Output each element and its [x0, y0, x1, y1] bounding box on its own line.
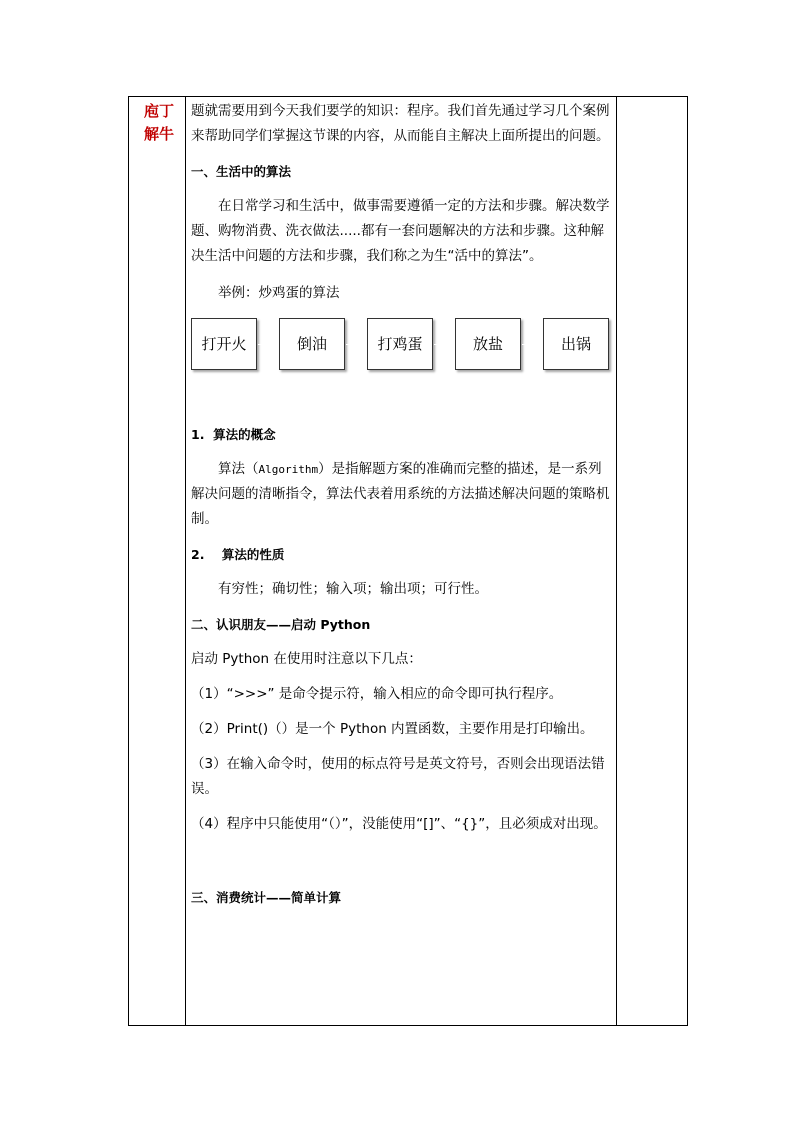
section2-heading: 二、认识朋友——启动 Python	[191, 617, 371, 632]
step-connector	[522, 344, 543, 345]
note-4: （4）程序中只能使用“（）”，没能使用“[]”、“{}”，且必须成对出现。	[191, 816, 607, 832]
section-label	[139, 100, 179, 146]
step-box-add-salt	[455, 318, 521, 370]
concept-paragraph	[191, 457, 611, 532]
step-connector	[434, 344, 455, 345]
nature-paragraph: 有穷性；确切性；输入项；输出项；可行性。	[218, 581, 488, 597]
note-1: （1）“>>>” 是命令提示符，输入相应的命令即可执行程序。	[191, 686, 563, 702]
section3-heading: 三、消费统计——简单计算	[191, 890, 342, 905]
note-3: （3）在输入命令时，使用的标点符号是英文符号，否则会出现语法错误。	[191, 756, 605, 797]
step-label: 倒油	[296, 334, 327, 353]
step-label: 打鸡蛋	[377, 334, 423, 353]
note-2: （2）Print()（）是一个 Python 内置函数，主要作用是打印输出。	[191, 721, 594, 737]
section1-paragraph: 在日常学习和生活中，做事需要遵循一定的方法和步骤。解决数学题、购物消费、洗衣做法.....都有一套问题解决的方法和步骤。这种解决生活中问题的方法和步骤，我们称之为生“活中的算法”。	[191, 198, 610, 264]
concept-suffix: ）是指解题方案的准确而完整的描述，是一系列解决问题的清晰指令，算法代表着用系统的方法描述解决问题的策略机制。	[191, 461, 610, 527]
nature-heading: 2. 算法的性质	[191, 547, 285, 562]
algorithm-steps	[191, 318, 611, 374]
step-box-pour-oil	[279, 318, 345, 370]
concept-prefix: 算法（	[218, 461, 259, 477]
lesson-table	[128, 96, 688, 1026]
column-divider-left	[185, 97, 186, 1025]
concept-heading: 1. 算法的概念	[191, 427, 276, 442]
step-connector	[346, 344, 367, 345]
column-divider-right	[616, 97, 617, 1025]
concept-term: Algorithm	[258, 463, 319, 476]
step-label: 放盐	[472, 334, 503, 353]
section1-heading: 一、生活中的算法	[191, 164, 292, 179]
step-label: 出锅	[560, 334, 591, 353]
step-label: 打开火	[201, 334, 247, 353]
section-label-line2: 解牛	[143, 125, 174, 143]
step-box-open-fire	[191, 318, 257, 370]
section-label-line1: 庖丁	[143, 102, 174, 120]
lesson-content	[191, 99, 611, 910]
step-box-crack-egg	[367, 318, 433, 370]
step-box-serve	[543, 318, 609, 370]
intro-paragraph: 题就需要用到今天我们要学的知识：程序。我们首先通过学习几个案例来帮助同学们掌握这节课的内容，从而能自主解决上面所提出的问题。	[191, 103, 610, 144]
python-intro: 启动 Python 在使用时注意以下几点：	[191, 651, 422, 667]
example-label: 举例：炒鸡蛋的算法	[218, 285, 340, 301]
step-connector	[258, 344, 279, 345]
